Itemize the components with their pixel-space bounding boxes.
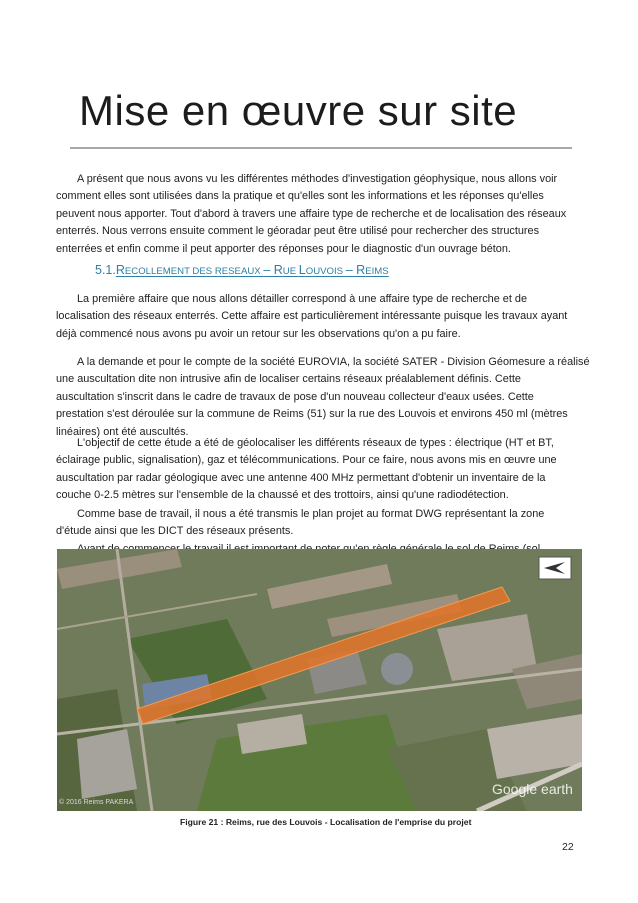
- body-paragraph: [56, 291, 578, 343]
- text-line: couche 0-2.5 mètres sur l'ensemble de la chaussé et des trottoirs, ainsi qu'une radiodétection.: [56, 489, 509, 502]
- figure-caption: Figure 21 : Reims, rue des Louvois - Localisation de l'emprise du projet: [180, 817, 472, 827]
- text-line: enterrées et enfin comme il peut apporter des réponses pour le diagnostic d'un ouvrage béton.: [56, 242, 511, 255]
- text-line: peuvent nous apporter. Tout d'abord à travers une affaire type de recherche et de localisation des réseaux: [56, 207, 567, 220]
- body-paragraph: [56, 354, 590, 441]
- section-title-part: L: [298, 263, 306, 277]
- round-building: [381, 653, 413, 685]
- text-line: Comme base de travail, il nous a été transmis le plan projet au format DWG représentant la zone: [77, 508, 545, 520]
- section-heading: [95, 263, 389, 277]
- section-title-part: R: [115, 263, 125, 277]
- page-title: Mise en œuvre sur site: [79, 87, 518, 134]
- satellite-map-figure: [57, 549, 582, 811]
- text-line: La première affaire que nous allons détailler correspond à une affaire type de recherche et de: [77, 293, 528, 305]
- section-title-part: UE: [282, 266, 299, 277]
- text-line: A présent que nous avons vu les différentes méthodes d'investigation géophysique, nous allons voir: [77, 173, 558, 185]
- section-title-part: – R: [345, 263, 366, 277]
- map-copyright: © 2016 Reims PAKERA: [59, 799, 134, 806]
- section-title: [116, 263, 389, 277]
- section-title-part: OUVOIS: [305, 266, 346, 277]
- text-line: localisation des réseaux enterrés. Cette affaire est particulièrement intéressante puisque les travaux ayant: [56, 310, 568, 323]
- text-line: prestation s'est déroulée sur la commune de Reims (51) sur la rue des Louvois et environs 450 ml (mètres: [56, 408, 568, 421]
- text-line: linéaires) ont été auscultés.: [56, 425, 189, 438]
- satellite-map: [57, 549, 582, 811]
- section-number: 5.1.: [95, 263, 116, 277]
- text-line: auscultation s'inscrit dans le cadre de travaux de pose d'un nouveau collecteur d'eaux usées. Cette: [56, 390, 534, 403]
- page-number: 22: [562, 841, 574, 853]
- text-line: une auscultation dite non intrusive afin de localiser certains réseaux préalablement définis. Cette: [56, 373, 521, 386]
- map-brand-watermark: Google earth: [492, 781, 573, 797]
- section-title-part: ECOLLEMENT DES RESEAUX: [124, 266, 264, 277]
- text-line: éclairage public, signalisation), gaz et télécommunications. Pour ce faire, nous avons mis en œuvre une: [56, 454, 557, 467]
- text-line: déjà commencé nous avons pu avoir un retour sur les observations qu'on a pu faire.: [56, 327, 461, 340]
- text-line: auscultation par radar géologique avec une antenne 400 MHz permettant d'obtenir un inventaire de la: [56, 471, 546, 484]
- section-title-part: – R: [263, 263, 283, 277]
- intro-paragraph: [56, 171, 578, 258]
- text-line: d'étude ainsi que les DICT des réseaux présents.: [56, 525, 294, 538]
- section-title-part: EIMS: [365, 266, 389, 277]
- text-line: enterrés. Nous verrons ensuite comment le géoradar peut être utilisé pour rechercher des structures: [56, 225, 540, 238]
- title-divider: [70, 147, 572, 149]
- body-paragraph: [56, 435, 578, 505]
- building-block: [77, 729, 137, 799]
- text-line: comment elles sont utilisées dans la pratique et qu'elles sont les informations et les réponses qu'elles: [56, 190, 544, 203]
- text-line: L'objectif de cette étude a été de géolocaliser les différents réseaux de types : électrique (HT et BT,: [77, 437, 554, 449]
- text-line: A la demande et pour le compte de la société EUROVIA, la société SATER - Division Géomesure a réalisé: [77, 356, 590, 368]
